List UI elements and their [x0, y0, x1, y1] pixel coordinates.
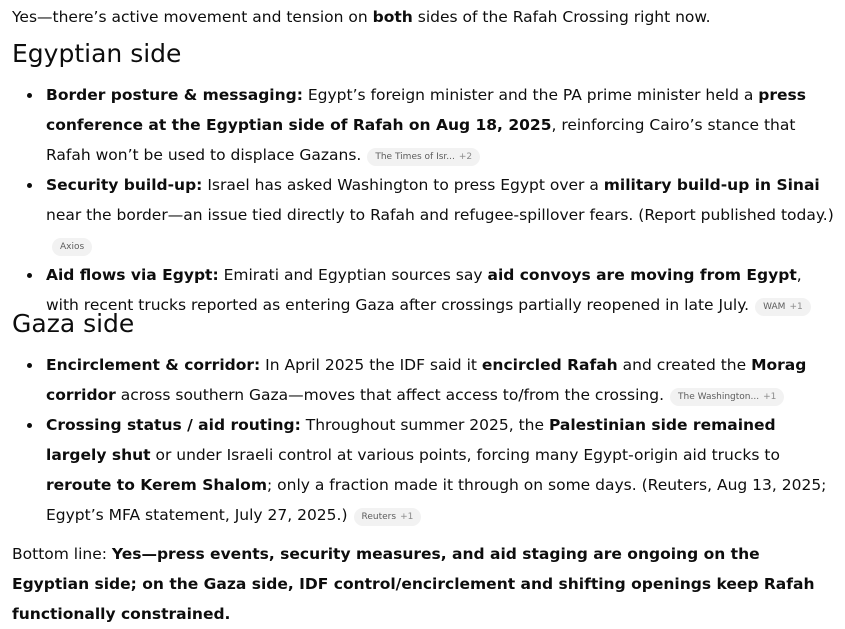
heading-gaza-side: Gaza side [12, 309, 135, 338]
gaza-side-list [0, 350, 845, 530]
item-text: and created the [617, 356, 752, 374]
source-chip-wam[interactable] [755, 298, 811, 316]
list-item-border-posture [0, 80, 845, 170]
chip-source-label: Axios [60, 242, 85, 252]
item-label: Security build-up: [46, 176, 203, 194]
chip-source-label: Reuters [361, 512, 397, 522]
chip-more-count: +1 [400, 512, 414, 522]
item-emphasis: Morag corridor [46, 356, 807, 404]
item-emphasis: aid convoys are moving from Egypt [487, 266, 797, 284]
intro-emphasis: both [372, 8, 413, 26]
bottom-line-text: Yes—press events, security measures, and aid staging are ongoing on the Egyptian side; on the Gaza side, IDF control/encirclement and shifting openings keep Rafah functionally constrained. [12, 545, 815, 623]
source-chip-reuters[interactable] [354, 508, 422, 526]
bottom-line-paragraph [12, 539, 838, 629]
item-text: Throughout summer 2025, the [300, 416, 549, 434]
source-chip-washington-post[interactable] [670, 388, 784, 406]
egyptian-side-list [0, 80, 845, 320]
bottom-line-label: Bottom line: [12, 545, 107, 563]
item-emphasis: reroute to Kerem Shalom [46, 476, 267, 494]
item-text: In April 2025 the IDF said it [260, 356, 482, 374]
item-text: Egypt’s foreign minister and the PA prime minister held a [302, 86, 759, 104]
item-text: or under Israeli control at various points, forcing many Egypt-origin aid trucks to [150, 446, 780, 464]
list-item-crossing-status [0, 410, 845, 530]
item-label: Border posture & messaging: [46, 86, 303, 104]
chip-more-count: +1 [789, 302, 803, 312]
chip-source-label: The Times of Isr... [375, 152, 455, 162]
item-label: Encirclement & corridor: [46, 356, 261, 374]
item-emphasis: Palestinian side remained largely shut [46, 416, 776, 464]
item-text: across southern Gaza—moves that affect access to/from the crossing. [115, 386, 665, 404]
intro-text-end: sides of the Rafah Crossing right now. [412, 8, 711, 26]
chip-more-count: +2 [458, 152, 473, 162]
chip-source-label: WAM [763, 302, 786, 312]
item-text: Israel has asked Washington to press Egypt over a [202, 176, 604, 194]
item-label: Aid flows via Egypt: [46, 266, 219, 284]
item-emphasis: military build-up in Sinai [603, 176, 820, 194]
item-text: , reinforcing Cairo’s stance that Rafah won’t be used to displace Gazans. [46, 116, 796, 164]
item-text: , with recent trucks reported as entering Gaza after crossings partially reopened in late July. [46, 266, 802, 314]
source-chip-times-of-israel[interactable] [367, 148, 480, 166]
heading-egyptian-side: Egyptian side [12, 39, 182, 68]
item-text: Emirati and Egyptian sources say [218, 266, 488, 284]
intro-text: Yes—there’s active movement and tension on [12, 8, 373, 26]
chip-more-count: +1 [763, 392, 777, 402]
item-emphasis: encircled Rafah [481, 356, 618, 374]
item-label: Crossing status / aid routing: [46, 416, 301, 434]
intro-paragraph [12, 5, 711, 29]
item-text: near the border—an issue tied directly to Rafah and refugee-spillover fears. (Report published today.) [46, 206, 834, 224]
item-text: ; only a fraction made it through on some days. (Reuters, Aug 13, 2025; Egypt’s MFA statement, July 27, 2025.) [46, 476, 827, 524]
item-emphasis: press conference at the Egyptian side of Rafah on Aug 18, 2025 [46, 86, 806, 134]
chip-source-label: The Washington... [678, 392, 760, 402]
list-item-encirclement [0, 350, 845, 410]
list-item-security-build-up [0, 170, 845, 260]
source-chip-axios[interactable] [52, 238, 92, 256]
